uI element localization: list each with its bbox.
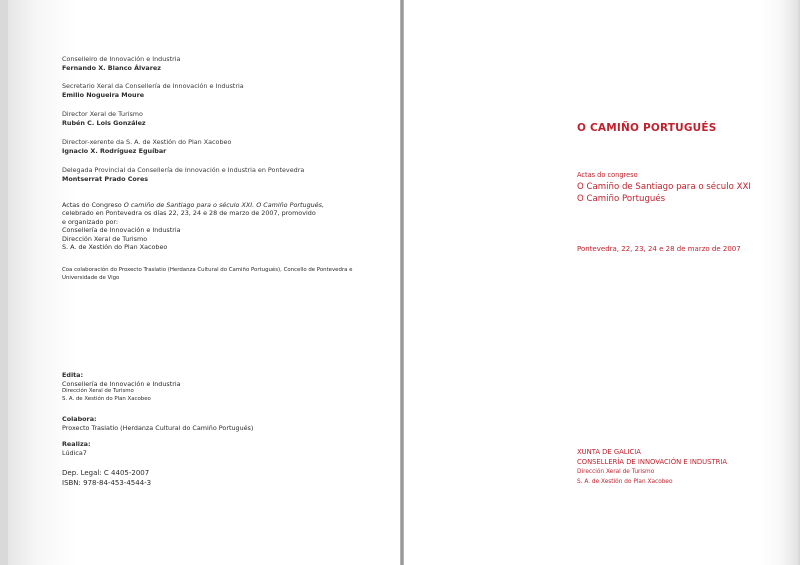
realiza-line-1: Lúdica7	[62, 448, 87, 457]
credit-role: Conselleiro de Innovación e Industria	[62, 55, 181, 63]
acts-org-2: Dirección Xeral de Turismo	[62, 234, 148, 243]
realiza-label: Realiza:	[62, 440, 91, 448]
acts-org-1: Consellería de Innovación e Industria	[62, 226, 181, 235]
colabora-section	[62, 415, 253, 432]
credit-name: Ignacio X. Rodríguez Eguíbar	[62, 146, 167, 155]
acts-description	[62, 201, 324, 251]
edita-line-1: Consellería de Innovación e Industria	[62, 379, 181, 388]
colabora-line-1: Proxecto Traslatio (Herdanza Cultural do Camiño Portugués)	[62, 423, 254, 432]
credit-role: Director Xeral de Turismo	[62, 110, 143, 118]
credit-name: Montserrat Prado Cores	[62, 174, 149, 183]
credit-secretario	[62, 82, 244, 99]
edita-line-3: S. A. de Xestión do Plan Xacobeo	[62, 395, 151, 402]
edita-label: Edita:	[62, 371, 84, 379]
acts-line-3: e organizado por:	[62, 217, 119, 226]
subtitle-1: O Camiño de Santiago para o século XXI	[577, 182, 751, 192]
publisher-line-4: S. A. de Xestión do Plan Xacobeo	[577, 479, 673, 485]
edita-line-2: Dirección Xeral de Turismo	[62, 388, 134, 395]
publisher-line-2: CONSELLERÍA DE INNOVACIÓN E INDUSTRIA	[577, 458, 727, 466]
congress-date: Pontevedra, 22, 23, 24 e 28 de marzo de 2007	[577, 245, 741, 253]
credit-conselleiro	[62, 55, 180, 72]
acts-line-2: celebrado en Pontevedra os días 22, 23, 24 e 28 de marzo de 2007, promovido	[62, 209, 316, 218]
acts-label: Actas do congreso	[577, 171, 638, 179]
credit-role: Secretario Xeral da Consellería de Innovación e Industria	[62, 82, 244, 90]
publisher-line-1: XUNTA DE GALICIA	[577, 448, 641, 456]
collab-line-2: Universidade de Vigo	[62, 274, 120, 281]
acts-subtitle-block	[577, 170, 751, 205]
acts-prefix: Actas do Congreso	[62, 201, 124, 209]
realiza-section	[62, 440, 91, 457]
collaboration-note	[62, 267, 352, 283]
credit-name: Emilio Nogueira Moure	[62, 90, 145, 99]
credit-role: Director-xerente da S. A. de Xestión do Plan Xacobeo	[62, 138, 232, 146]
subtitle-2: O Camiño Portugués	[577, 194, 666, 204]
credit-director-xerente	[62, 138, 231, 155]
credit-name: Fernando X. Blanco Álvarez	[62, 63, 161, 72]
acts-org-3: S. A. de Xestión do Plan Xacobeo	[62, 243, 168, 252]
isbn: ISBN: 978-84-453-4544-3	[62, 478, 152, 487]
publisher-line-3: Dirección Xeral de Turismo	[577, 469, 655, 475]
credit-role: Delegada Provincial da Consellería de Innovación e Industria en Pontevedra	[62, 166, 305, 174]
edita-section	[62, 371, 181, 404]
publisher-block	[577, 447, 727, 487]
credit-director	[62, 110, 146, 127]
collab-line-1: Coa colaboración do Proxecto Traslatio (Herdanza Cultural do Camiño Portugués), Concello de Pontevedra e	[62, 267, 353, 273]
legal-deposit: Dep. Legal: C 4405-2007	[62, 469, 150, 477]
colabora-label: Colabora:	[62, 415, 97, 423]
book-title: O CAMIÑO PORTUGUÉS	[577, 122, 717, 134]
acts-italic-title: O camiño de Santiago para o século XXI. O Camiño Portugués,	[123, 201, 324, 209]
credit-name: Rubén C. Lois González	[62, 118, 146, 127]
credit-delegada	[62, 166, 304, 183]
legal-section	[62, 469, 151, 488]
